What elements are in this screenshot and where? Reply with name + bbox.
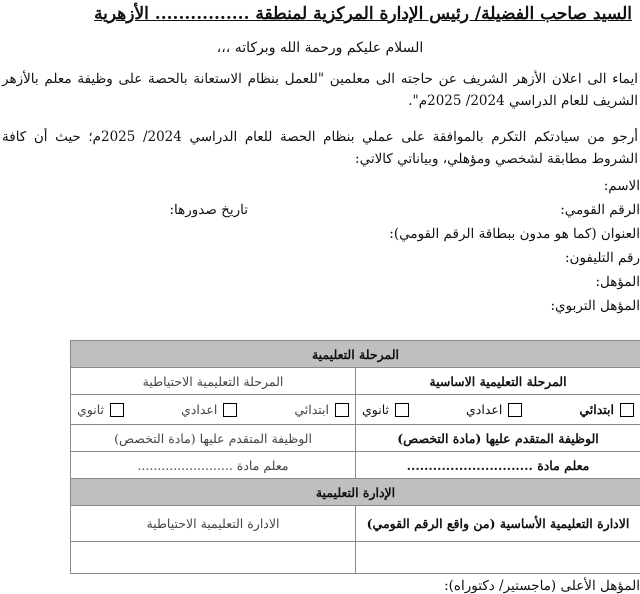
checkbox-icon[interactable] bbox=[223, 403, 237, 417]
stage-table bbox=[70, 340, 640, 574]
basic-preparatory-checkbox[interactable]: اعدادي bbox=[466, 402, 522, 417]
intro-paragraph: ايماء الى اعلان الأزهر الشريف عن حاجته الى معلمين "للعمل بنظام الاستعانة بالحصة على وظيفة معلم بالأزهر الشريف للعام الدراسي 2024/ 2025م". bbox=[2, 71, 638, 109]
basic-stage-label: المرحلة التعليمية الاساسية bbox=[356, 368, 640, 395]
checkbox-icon[interactable] bbox=[110, 403, 124, 417]
admin-basic-label: الادارة التعليمية الأساسية (من واقع الرقم القومي) bbox=[356, 506, 640, 542]
checkbox-icon[interactable] bbox=[508, 403, 522, 417]
reserve-stage-options bbox=[71, 395, 356, 425]
teacher-subject-reserve[interactable]: معلم مادة ........................ bbox=[71, 452, 356, 479]
field-name: الاسم: bbox=[603, 178, 640, 194]
admin-reserve-value[interactable] bbox=[71, 542, 356, 574]
checkbox-icon[interactable] bbox=[395, 403, 409, 417]
job-reserve-label: الوظيفة المتقدم عليها (مادة التخصص) bbox=[71, 425, 356, 452]
job-basic-label: الوظيفة المتقدم عليها (مادة التخصص) bbox=[356, 425, 640, 452]
request-paragraph: أرجو من سيادتكم التكرم بالموافقة على عملي بنظام الحصة للعام الدراسي 2024/ 2025م؛ حيث أن كافة الشروط مطابقة لشخصي ومؤهلي، وبياناتي كالاتي: bbox=[2, 129, 638, 167]
greeting: السلام عليكم ورحمة الله وبركاته ،،، bbox=[216, 40, 424, 56]
field-issue-date: تاريخ صدورها: bbox=[169, 202, 248, 218]
basic-primary-checkbox[interactable]: ابتدائي bbox=[579, 402, 634, 417]
basic-secondary-checkbox[interactable]: ثانوي bbox=[362, 402, 409, 417]
reserve-stage-label: المرحلة التعليمية الاحتياطية bbox=[71, 368, 356, 395]
higher-qualification-field: المؤهل الأعلى (ماجستير/ دكتوراه): bbox=[444, 578, 640, 594]
admin-reserve-label: الادارة التعليمية الاحتياطية bbox=[71, 506, 356, 542]
field-national-id: الرقم القومي: bbox=[560, 202, 640, 218]
admin-basic-value[interactable] bbox=[356, 542, 640, 574]
field-address: العنوان (كما هو مدون ببطاقة الرقم القومي): bbox=[389, 226, 640, 242]
basic-stage-options bbox=[356, 395, 640, 425]
field-qualification: المؤهل: bbox=[595, 274, 640, 290]
checkbox-icon[interactable] bbox=[335, 403, 349, 417]
teacher-subject-basic[interactable]: معلم مادة ............................. bbox=[356, 452, 640, 479]
stage-header: المرحلة التعليمية bbox=[71, 341, 640, 368]
reserve-primary-checkbox[interactable]: ابتدائي bbox=[294, 402, 349, 417]
checkbox-icon[interactable] bbox=[620, 403, 634, 417]
letter-title: السيد صاحب الفضيلة/ رئيس الإدارة المركزية لمنطقة ................ الأزهرية bbox=[94, 4, 632, 24]
field-phone: رقم التليفون: bbox=[565, 250, 640, 266]
reserve-secondary-checkbox[interactable]: ثانوي bbox=[77, 402, 124, 417]
field-edu-qualification: المؤهل التربوي: bbox=[550, 298, 640, 314]
admin-header: الإدارة التعليمية bbox=[71, 479, 640, 506]
reserve-preparatory-checkbox[interactable]: اعدادي bbox=[181, 402, 237, 417]
